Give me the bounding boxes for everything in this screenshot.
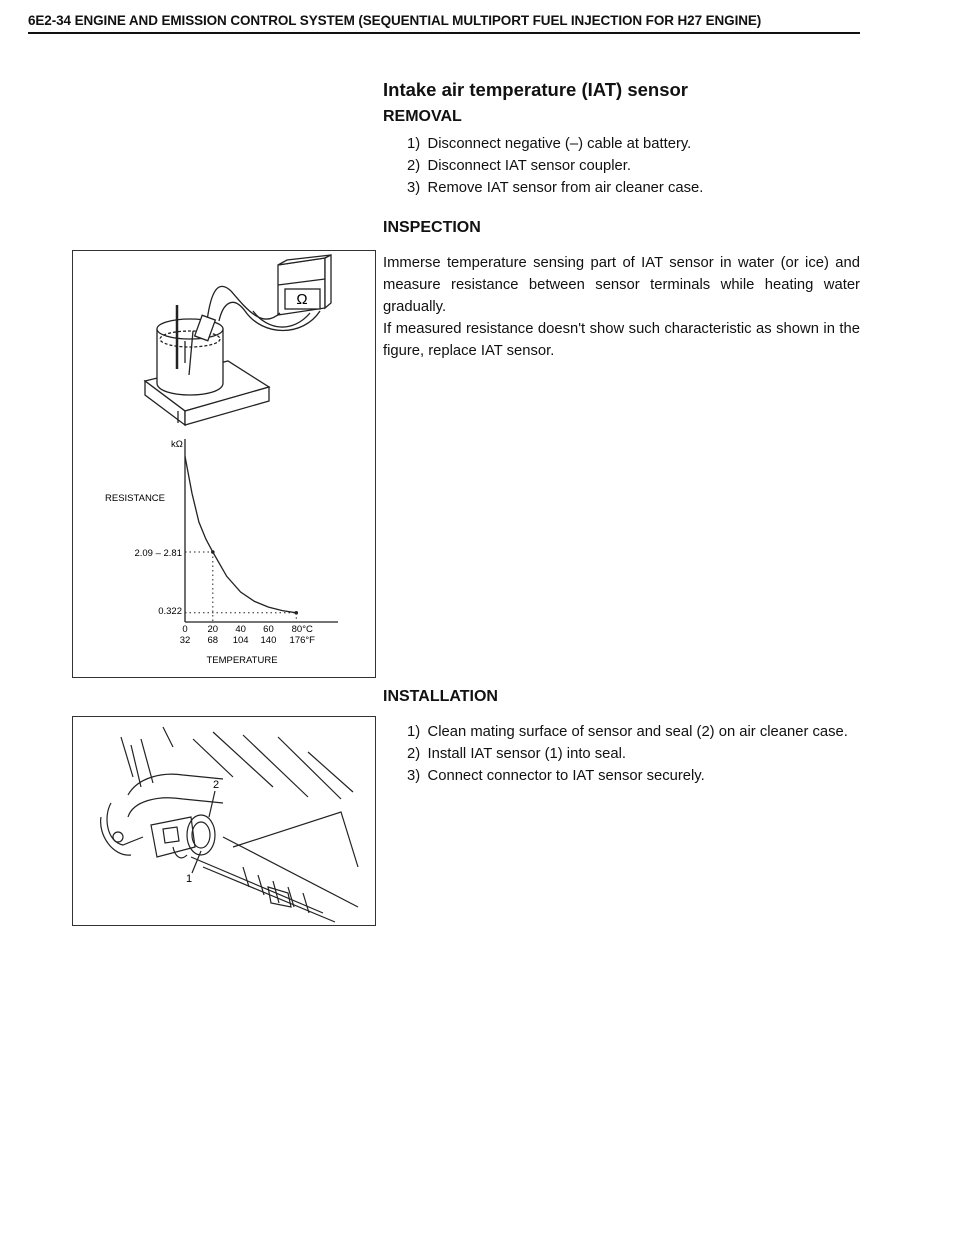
inspection-paragraph: If measured resistance doesn't show such characteristic as shown in the figure, replace IAT sensor. bbox=[383, 321, 860, 359]
x-tick-label-celsius: 0 bbox=[182, 624, 188, 635]
x-ticks-fahrenheit bbox=[180, 635, 315, 646]
y-unit-label: kΩ bbox=[171, 439, 183, 450]
header-rule bbox=[28, 32, 860, 34]
callout-2: 2 bbox=[213, 779, 220, 791]
section-title: Intake air temperature (IAT) sensor bbox=[383, 79, 688, 100]
installation-step: 2) Install IAT sensor (1) into seal. bbox=[407, 746, 627, 762]
x-tick-label-fahrenheit: 140 bbox=[260, 635, 277, 646]
resistance-curve bbox=[185, 456, 296, 613]
y-axis-title: RESISTANCE bbox=[105, 493, 166, 504]
x-ticks-celsius bbox=[182, 624, 313, 635]
resistance-temperature-chart bbox=[105, 439, 338, 666]
y-tick-label: 2.09 – 2.81 bbox=[134, 548, 182, 559]
reference-point bbox=[294, 611, 298, 615]
installation-step: 1) Clean mating surface of sensor and seal (2) on air cleaner case. bbox=[407, 724, 848, 740]
inspection-figure bbox=[72, 250, 376, 678]
air-cleaner-case-icon bbox=[101, 727, 358, 922]
installation-steps bbox=[383, 721, 863, 787]
x-tick-label-fahrenheit: 32 bbox=[179, 635, 191, 646]
reference-lines bbox=[185, 550, 298, 622]
air-cleaner-illustration bbox=[73, 717, 375, 925]
x-tick-label-fahrenheit: 104 bbox=[232, 635, 249, 646]
x-tick-label-fahrenheit: 176°F bbox=[289, 635, 315, 646]
removal-step: 2) Disconnect IAT sensor coupler. bbox=[407, 158, 631, 174]
curve-layer bbox=[185, 456, 296, 613]
installation-step: 3) Connect connector to IAT sensor securely. bbox=[407, 768, 705, 784]
removal-step: 1) Disconnect negative (–) cable at battery. bbox=[407, 136, 692, 152]
inspection-paragraph: Immerse temperature sensing part of IAT sensor in water (or ice) and measure resistance between sensor terminals while heating water gradually. bbox=[383, 255, 860, 315]
removal-step: 3) Remove IAT sensor from air cleaner case. bbox=[407, 180, 704, 196]
x-tick-label-celsius: 20 bbox=[207, 624, 219, 635]
iat-test-illustration bbox=[73, 251, 375, 677]
y-tick-label: 0.322 bbox=[158, 606, 182, 617]
installation-figure bbox=[72, 716, 376, 926]
x-tick-label-celsius: 80°C bbox=[291, 624, 313, 635]
x-tick-label-fahrenheit: 68 bbox=[207, 635, 219, 646]
page-header: 6E2-34 ENGINE AND EMISSION CONTROL SYSTEM (SEQUENTIAL MULTIPORT FUEL INJECTION FOR H27 ENGINE) bbox=[28, 13, 762, 28]
inspection-heading: INSPECTION bbox=[383, 219, 481, 236]
x-tick-label-celsius: 60 bbox=[263, 624, 274, 635]
removal-heading: REMOVAL bbox=[383, 108, 462, 125]
x-axis-title: TEMPERATURE bbox=[206, 655, 278, 666]
reference-point bbox=[211, 550, 215, 554]
ohm-symbol: Ω bbox=[296, 291, 308, 308]
installation-heading: INSTALLATION bbox=[383, 688, 498, 705]
callout-1: 1 bbox=[186, 873, 193, 885]
removal-steps bbox=[383, 133, 863, 199]
x-tick-label-celsius: 40 bbox=[235, 624, 246, 635]
